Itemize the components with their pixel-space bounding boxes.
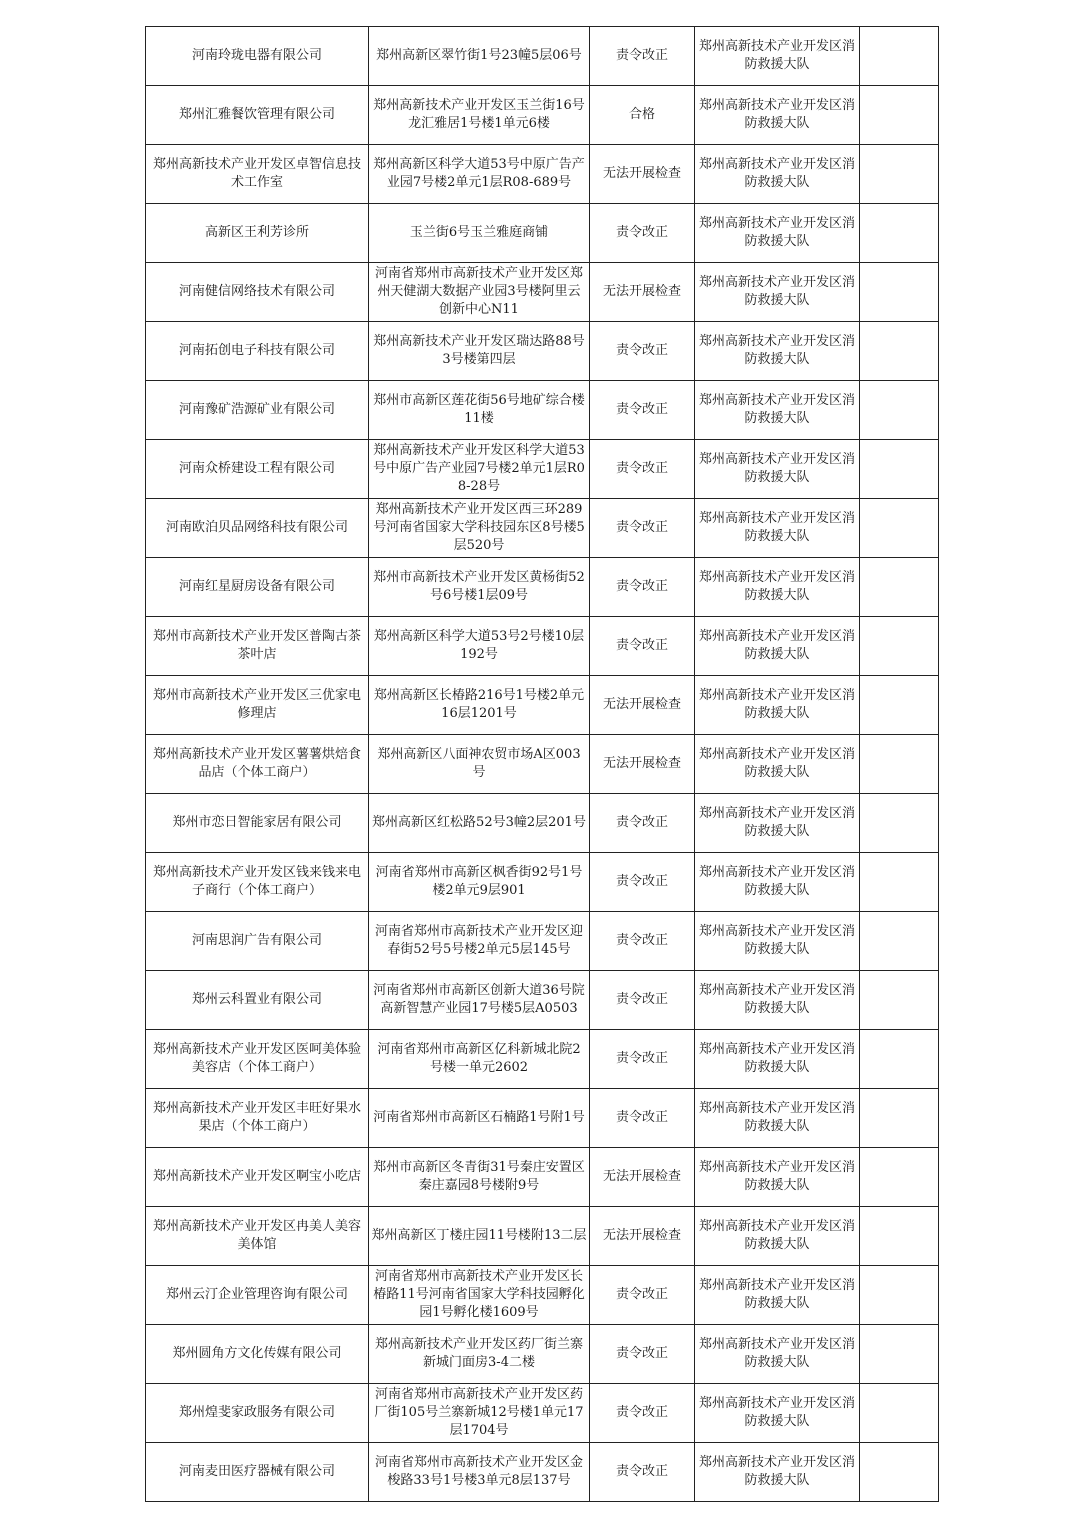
result-cell: 无法开展检查 xyxy=(590,1207,695,1266)
unit-cell: 郑州高新技术产业开发区消防救援大队 xyxy=(695,971,860,1030)
company-name-cell: 郑州高新技术产业开发区卓智信息技术工作室 xyxy=(146,145,369,204)
address-cell: 河南省郑州市高新技术产业开发区迎春街52号5号楼2单元5层145号 xyxy=(369,912,590,971)
company-name-cell: 河南麦田医疗器械有限公司 xyxy=(146,1443,369,1502)
table-row xyxy=(146,1207,939,1266)
result-cell: 责令改正 xyxy=(590,1089,695,1148)
result-cell: 责令改正 xyxy=(590,1384,695,1443)
unit-cell: 郑州高新技术产业开发区消防救援大队 xyxy=(695,1325,860,1384)
note-cell xyxy=(860,558,939,617)
unit-cell: 郑州高新技术产业开发区消防救援大队 xyxy=(695,558,860,617)
note-cell xyxy=(860,86,939,145)
table-row xyxy=(146,27,939,86)
note-cell xyxy=(860,145,939,204)
table-row xyxy=(146,322,939,381)
company-name-cell: 郑州煌斐家政服务有限公司 xyxy=(146,1384,369,1443)
address-cell: 郑州高新技术产业开发区药厂街兰寨新城门面房3-4二楼 xyxy=(369,1325,590,1384)
table-row xyxy=(146,1325,939,1384)
result-cell: 无法开展检查 xyxy=(590,145,695,204)
address-cell: 郑州高新区科学大道53号中原广告产业园7号楼2单元1层R08-689号 xyxy=(369,145,590,204)
unit-cell: 郑州高新技术产业开发区消防救援大队 xyxy=(695,1089,860,1148)
result-cell: 责令改正 xyxy=(590,912,695,971)
table-row xyxy=(146,735,939,794)
unit-cell: 郑州高新技术产业开发区消防救援大队 xyxy=(695,322,860,381)
unit-cell: 郑州高新技术产业开发区消防救援大队 xyxy=(695,440,860,499)
result-cell: 合格 xyxy=(590,86,695,145)
result-cell: 责令改正 xyxy=(590,381,695,440)
address-cell: 河南省郑州市高新技术产业开发区药厂街105号兰寨新城12号楼1单元17层1704号 xyxy=(369,1384,590,1443)
company-name-cell: 河南拓创电子科技有限公司 xyxy=(146,322,369,381)
table-row xyxy=(146,794,939,853)
company-name-cell: 河南健信网络技术有限公司 xyxy=(146,263,369,322)
table-row xyxy=(146,1384,939,1443)
address-cell: 河南省郑州市高新区枫香街92号1号楼2单元9层901 xyxy=(369,853,590,912)
table-row xyxy=(146,1030,939,1089)
address-cell: 郑州高新区长椿路216号1号楼2单元16层1201号 xyxy=(369,676,590,735)
unit-cell: 郑州高新技术产业开发区消防救援大队 xyxy=(695,145,860,204)
note-cell xyxy=(860,1443,939,1502)
company-name-cell: 河南思润广告有限公司 xyxy=(146,912,369,971)
note-cell xyxy=(860,381,939,440)
note-cell xyxy=(860,912,939,971)
company-name-cell: 郑州圆角方文化传媒有限公司 xyxy=(146,1325,369,1384)
unit-cell: 郑州高新技术产业开发区消防救援大队 xyxy=(695,204,860,263)
result-cell: 无法开展检查 xyxy=(590,735,695,794)
result-cell: 责令改正 xyxy=(590,27,695,86)
note-cell xyxy=(860,499,939,558)
address-cell: 玉兰街6号玉兰雅庭商铺 xyxy=(369,204,590,263)
company-name-cell: 河南玲珑电器有限公司 xyxy=(146,27,369,86)
unit-cell: 郑州高新技术产业开发区消防救援大队 xyxy=(695,1148,860,1207)
result-cell: 责令改正 xyxy=(590,617,695,676)
result-cell: 责令改正 xyxy=(590,1030,695,1089)
table-row xyxy=(146,381,939,440)
unit-cell: 郑州高新技术产业开发区消防救援大队 xyxy=(695,1266,860,1325)
company-name-cell: 郑州云科置业有限公司 xyxy=(146,971,369,1030)
unit-cell: 郑州高新技术产业开发区消防救援大队 xyxy=(695,1384,860,1443)
address-cell: 郑州市高新技术产业开发区黄杨街52号6号楼1层09号 xyxy=(369,558,590,617)
address-cell: 郑州高新技术产业开发区科学大道53号中原广告产业园7号楼2单元1层R08-28号 xyxy=(369,440,590,499)
address-cell: 郑州市高新区莲花街56号地矿综合楼11楼 xyxy=(369,381,590,440)
note-cell xyxy=(860,1148,939,1207)
company-name-cell: 河南欧泊贝品网络科技有限公司 xyxy=(146,499,369,558)
company-name-cell: 郑州市高新技术产业开发区普陶古茶茶叶店 xyxy=(146,617,369,676)
note-cell xyxy=(860,263,939,322)
unit-cell: 郑州高新技术产业开发区消防救援大队 xyxy=(695,735,860,794)
company-name-cell: 郑州高新技术产业开发区医呵美体验美容店（个体工商户） xyxy=(146,1030,369,1089)
address-cell: 郑州高新区科学大道53号2号楼10层192号 xyxy=(369,617,590,676)
table-row xyxy=(146,676,939,735)
address-cell: 河南省郑州市高新区创新大道36号院高新智慧产业园17号楼5层A0503 xyxy=(369,971,590,1030)
result-cell: 责令改正 xyxy=(590,1443,695,1502)
result-cell: 无法开展检查 xyxy=(590,1148,695,1207)
note-cell xyxy=(860,322,939,381)
table-row xyxy=(146,145,939,204)
result-cell: 责令改正 xyxy=(590,853,695,912)
table-row xyxy=(146,912,939,971)
result-cell: 责令改正 xyxy=(590,499,695,558)
note-cell xyxy=(860,676,939,735)
company-name-cell: 河南豫矿浩源矿业有限公司 xyxy=(146,381,369,440)
table-row xyxy=(146,1148,939,1207)
unit-cell: 郑州高新技术产业开发区消防救援大队 xyxy=(695,912,860,971)
table-row xyxy=(146,617,939,676)
table-row xyxy=(146,499,939,558)
company-name-cell: 河南红星厨房设备有限公司 xyxy=(146,558,369,617)
table-row xyxy=(146,440,939,499)
company-name-cell: 高新区王利芳诊所 xyxy=(146,204,369,263)
result-cell: 责令改正 xyxy=(590,971,695,1030)
result-cell: 责令改正 xyxy=(590,440,695,499)
note-cell xyxy=(860,971,939,1030)
company-name-cell: 郑州高新技术产业开发区钱来钱来电子商行（个体工商户） xyxy=(146,853,369,912)
note-cell xyxy=(860,1325,939,1384)
unit-cell: 郑州高新技术产业开发区消防救援大队 xyxy=(695,676,860,735)
unit-cell: 郑州高新技术产业开发区消防救援大队 xyxy=(695,263,860,322)
company-name-cell: 郑州市高新技术产业开发区三优家电修理店 xyxy=(146,676,369,735)
result-cell: 责令改正 xyxy=(590,794,695,853)
address-cell: 郑州高新技术产业开发区西三环289号河南省国家大学科技园东区8号楼5层520号 xyxy=(369,499,590,558)
unit-cell: 郑州高新技术产业开发区消防救援大队 xyxy=(695,499,860,558)
address-cell: 郑州高新区翠竹街1号23幢5层06号 xyxy=(369,27,590,86)
table-row xyxy=(146,263,939,322)
table-row xyxy=(146,558,939,617)
unit-cell: 郑州高新技术产业开发区消防救援大队 xyxy=(695,1030,860,1089)
inspection-table xyxy=(145,26,939,1502)
note-cell xyxy=(860,440,939,499)
unit-cell: 郑州高新技术产业开发区消防救援大队 xyxy=(695,794,860,853)
table-row xyxy=(146,1443,939,1502)
address-cell: 郑州高新技术产业开发区瑞达路88号3号楼第四层 xyxy=(369,322,590,381)
address-cell: 河南省郑州市高新技术产业开发区长椿路11号河南省国家大学科技园孵化园1号孵化楼1609号 xyxy=(369,1266,590,1325)
unit-cell: 郑州高新技术产业开发区消防救援大队 xyxy=(695,1207,860,1266)
unit-cell: 郑州高新技术产业开发区消防救援大队 xyxy=(695,27,860,86)
result-cell: 责令改正 xyxy=(590,322,695,381)
company-name-cell: 郑州高新技术产业开发区冉美人美容美体馆 xyxy=(146,1207,369,1266)
address-cell: 河南省郑州市高新技术产业开发区金梭路33号1号楼3单元8层137号 xyxy=(369,1443,590,1502)
unit-cell: 郑州高新技术产业开发区消防救援大队 xyxy=(695,617,860,676)
unit-cell: 郑州高新技术产业开发区消防救援大队 xyxy=(695,853,860,912)
unit-cell: 郑州高新技术产业开发区消防救援大队 xyxy=(695,86,860,145)
note-cell xyxy=(860,794,939,853)
company-name-cell: 郑州云汀企业管理咨询有限公司 xyxy=(146,1266,369,1325)
company-name-cell: 郑州高新技术产业开发区啊宝小吃店 xyxy=(146,1148,369,1207)
note-cell xyxy=(860,1030,939,1089)
note-cell xyxy=(860,1266,939,1325)
table-row xyxy=(146,1266,939,1325)
result-cell: 无法开展检查 xyxy=(590,676,695,735)
company-name-cell: 郑州高新技术产业开发区丰旺好果水果店（个体工商户） xyxy=(146,1089,369,1148)
table-row xyxy=(146,204,939,263)
note-cell xyxy=(860,27,939,86)
company-name-cell: 郑州汇雅餐饮管理有限公司 xyxy=(146,86,369,145)
address-cell: 郑州市高新区冬青街31号秦庄安置区秦庄嘉园8号楼附9号 xyxy=(369,1148,590,1207)
table-row xyxy=(146,1089,939,1148)
result-cell: 责令改正 xyxy=(590,204,695,263)
note-cell xyxy=(860,1384,939,1443)
result-cell: 责令改正 xyxy=(590,558,695,617)
unit-cell: 郑州高新技术产业开发区消防救援大队 xyxy=(695,381,860,440)
note-cell xyxy=(860,204,939,263)
address-cell: 河南省郑州市高新区石楠路1号附1号 xyxy=(369,1089,590,1148)
address-cell: 郑州高新区八面神农贸市场A区003号 xyxy=(369,735,590,794)
note-cell xyxy=(860,1089,939,1148)
company-name-cell: 河南众桥建设工程有限公司 xyxy=(146,440,369,499)
address-cell: 郑州高新区红松路52号3幢2层201号 xyxy=(369,794,590,853)
note-cell xyxy=(860,853,939,912)
result-cell: 无法开展检查 xyxy=(590,263,695,322)
company-name-cell: 郑州市恋日智能家居有限公司 xyxy=(146,794,369,853)
address-cell: 郑州高新技术产业开发区玉兰街16号龙汇雅居1号楼1单元6楼 xyxy=(369,86,590,145)
address-cell: 郑州高新区丁楼庄园11号楼附13二层 xyxy=(369,1207,590,1266)
note-cell xyxy=(860,617,939,676)
note-cell xyxy=(860,735,939,794)
unit-cell: 郑州高新技术产业开发区消防救援大队 xyxy=(695,1443,860,1502)
address-cell: 河南省郑州市高新技术产业开发区郑州天健湖大数据产业园3号楼阿里云创新中心N11 xyxy=(369,263,590,322)
table-body xyxy=(146,27,939,1502)
table-row xyxy=(146,853,939,912)
table-row xyxy=(146,971,939,1030)
result-cell: 责令改正 xyxy=(590,1266,695,1325)
note-cell xyxy=(860,1207,939,1266)
table-row xyxy=(146,86,939,145)
result-cell: 责令改正 xyxy=(590,1325,695,1384)
company-name-cell: 郑州高新技术产业开发区薯薯烘焙食品店（个体工商户） xyxy=(146,735,369,794)
address-cell: 河南省郑州市高新区亿科新城北院2号楼一单元2602 xyxy=(369,1030,590,1089)
